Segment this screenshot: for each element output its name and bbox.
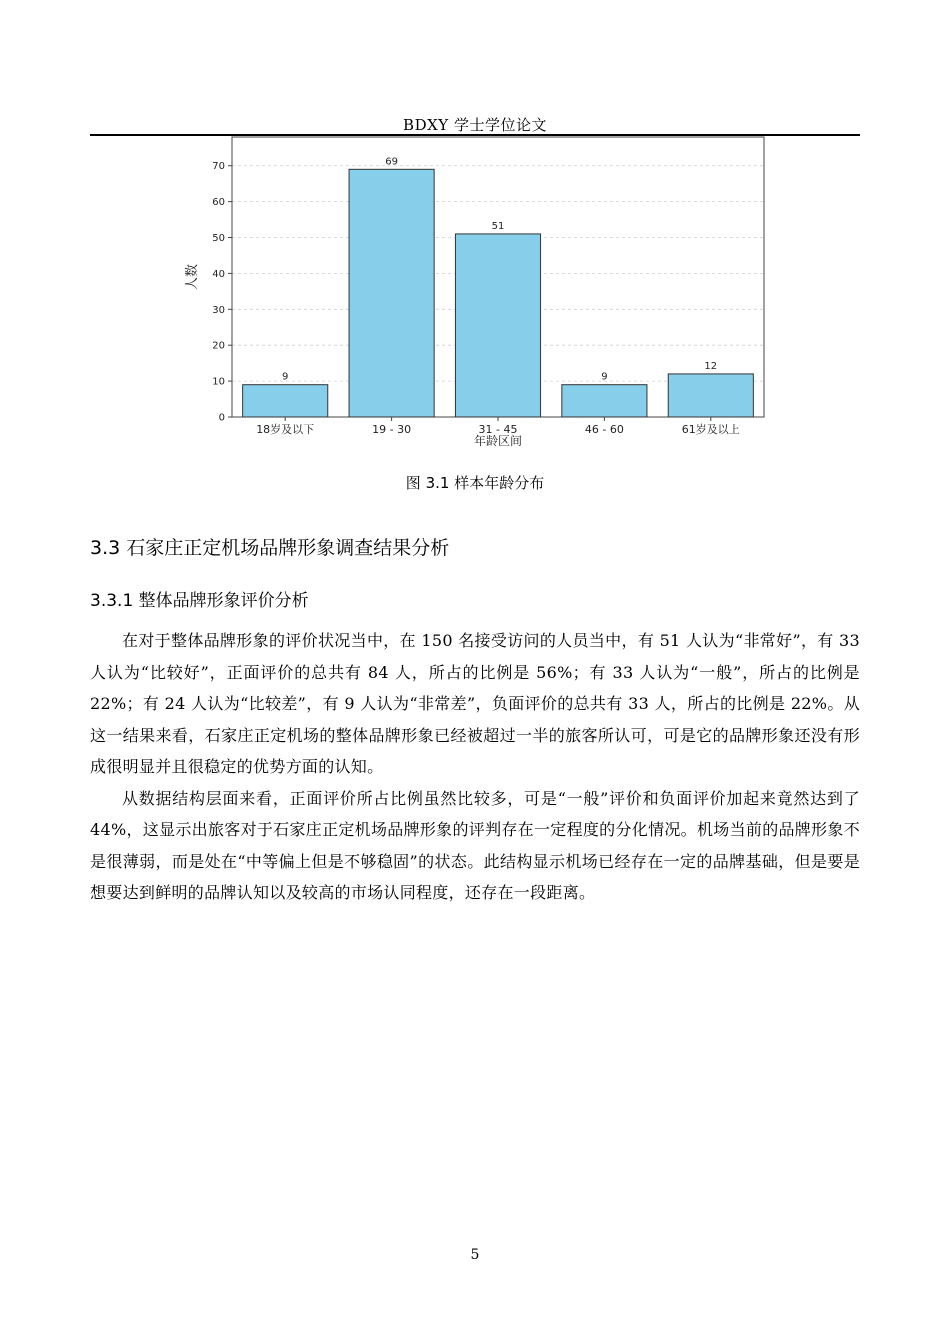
bar (562, 385, 647, 417)
y-tick-label: 70 (212, 161, 225, 173)
bar-value-label: 9 (282, 371, 289, 383)
bar-value-label: 51 (491, 220, 505, 232)
x-tick-label: 18岁及以下 (256, 423, 315, 436)
paragraph: 从数据结构层面来看，正面评价所占比例虽然比较多，可是“一般”评价和负面评价加起来竟然达到了 44%，这显示出旅客对于石家庄正定机场品牌形象的评判存在一定程度的分化情况。机场当前的品牌形象不是很薄弱，而是处在“中等偏上但是不够稳固”的状态。此结构显示机场已经存在一定的品牌基础，但是要是想要达到鲜明的品牌认知以及较高的市场认同程度，还存在一段距离。 (90, 788, 860, 902)
x-tick-label: 19 - 30 (372, 423, 412, 436)
y-ticks (212, 161, 232, 423)
y-tick-label: 40 (212, 268, 225, 280)
age-distribution-chart (180, 136, 780, 456)
bars (243, 156, 754, 417)
y-tick-label: 10 (212, 376, 225, 388)
page-number: 5 (470, 1247, 480, 1263)
body-text (90, 625, 860, 909)
x-tick-label: 61岁及以上 (681, 423, 740, 436)
subsection-heading: 3.3.1 整体品牌形象评价分析 (90, 591, 309, 611)
bar-value-label: 12 (704, 360, 718, 372)
bar (668, 374, 753, 417)
y-axis-label: 人数 (185, 263, 200, 291)
x-tick-label: 46 - 60 (584, 423, 624, 436)
x-tick-label: 31 - 45 (478, 423, 518, 436)
bar (455, 234, 540, 417)
paragraph: 在对于整体品牌形象的评价状况当中，在 150 名接受访问的人员当中，有 51 人认为“非常好”，有 33 人认为“比较好”，正面评价的总共有 84 人，所占的比例是 56%；有 33 人认为“一般”，所占的比例是 22%；有 24 人认为“比较差”，有 9 人认为“非常差”，负面评价的总共有 33 人，所占的比例是 22%。从这一结果来看，石家庄正定机场的整体品牌形象已经被超过一半的旅客所认可，可是它的品牌形象还没有形成很明显并且很稳定的优势方面的认知。 (90, 631, 860, 776)
bar-value-label: 69 (385, 156, 398, 168)
y-tick-label: 20 (212, 340, 225, 352)
y-tick-label: 60 (212, 197, 225, 209)
y-tick-label: 50 (212, 233, 225, 245)
section-heading: 3.3 石家庄正定机场品牌形象调查结果分析 (90, 537, 450, 559)
bar-value-label: 9 (601, 371, 608, 383)
bar (243, 385, 328, 417)
figure-caption: 图 3.1 样本年龄分布 (405, 474, 545, 492)
running-header: BDXY 学士学位论文 (403, 116, 547, 134)
y-tick-label: 30 (212, 304, 225, 316)
bar (349, 169, 434, 417)
x-axis-label: 年龄区间 (473, 434, 523, 448)
y-tick-label: 0 (218, 412, 225, 424)
